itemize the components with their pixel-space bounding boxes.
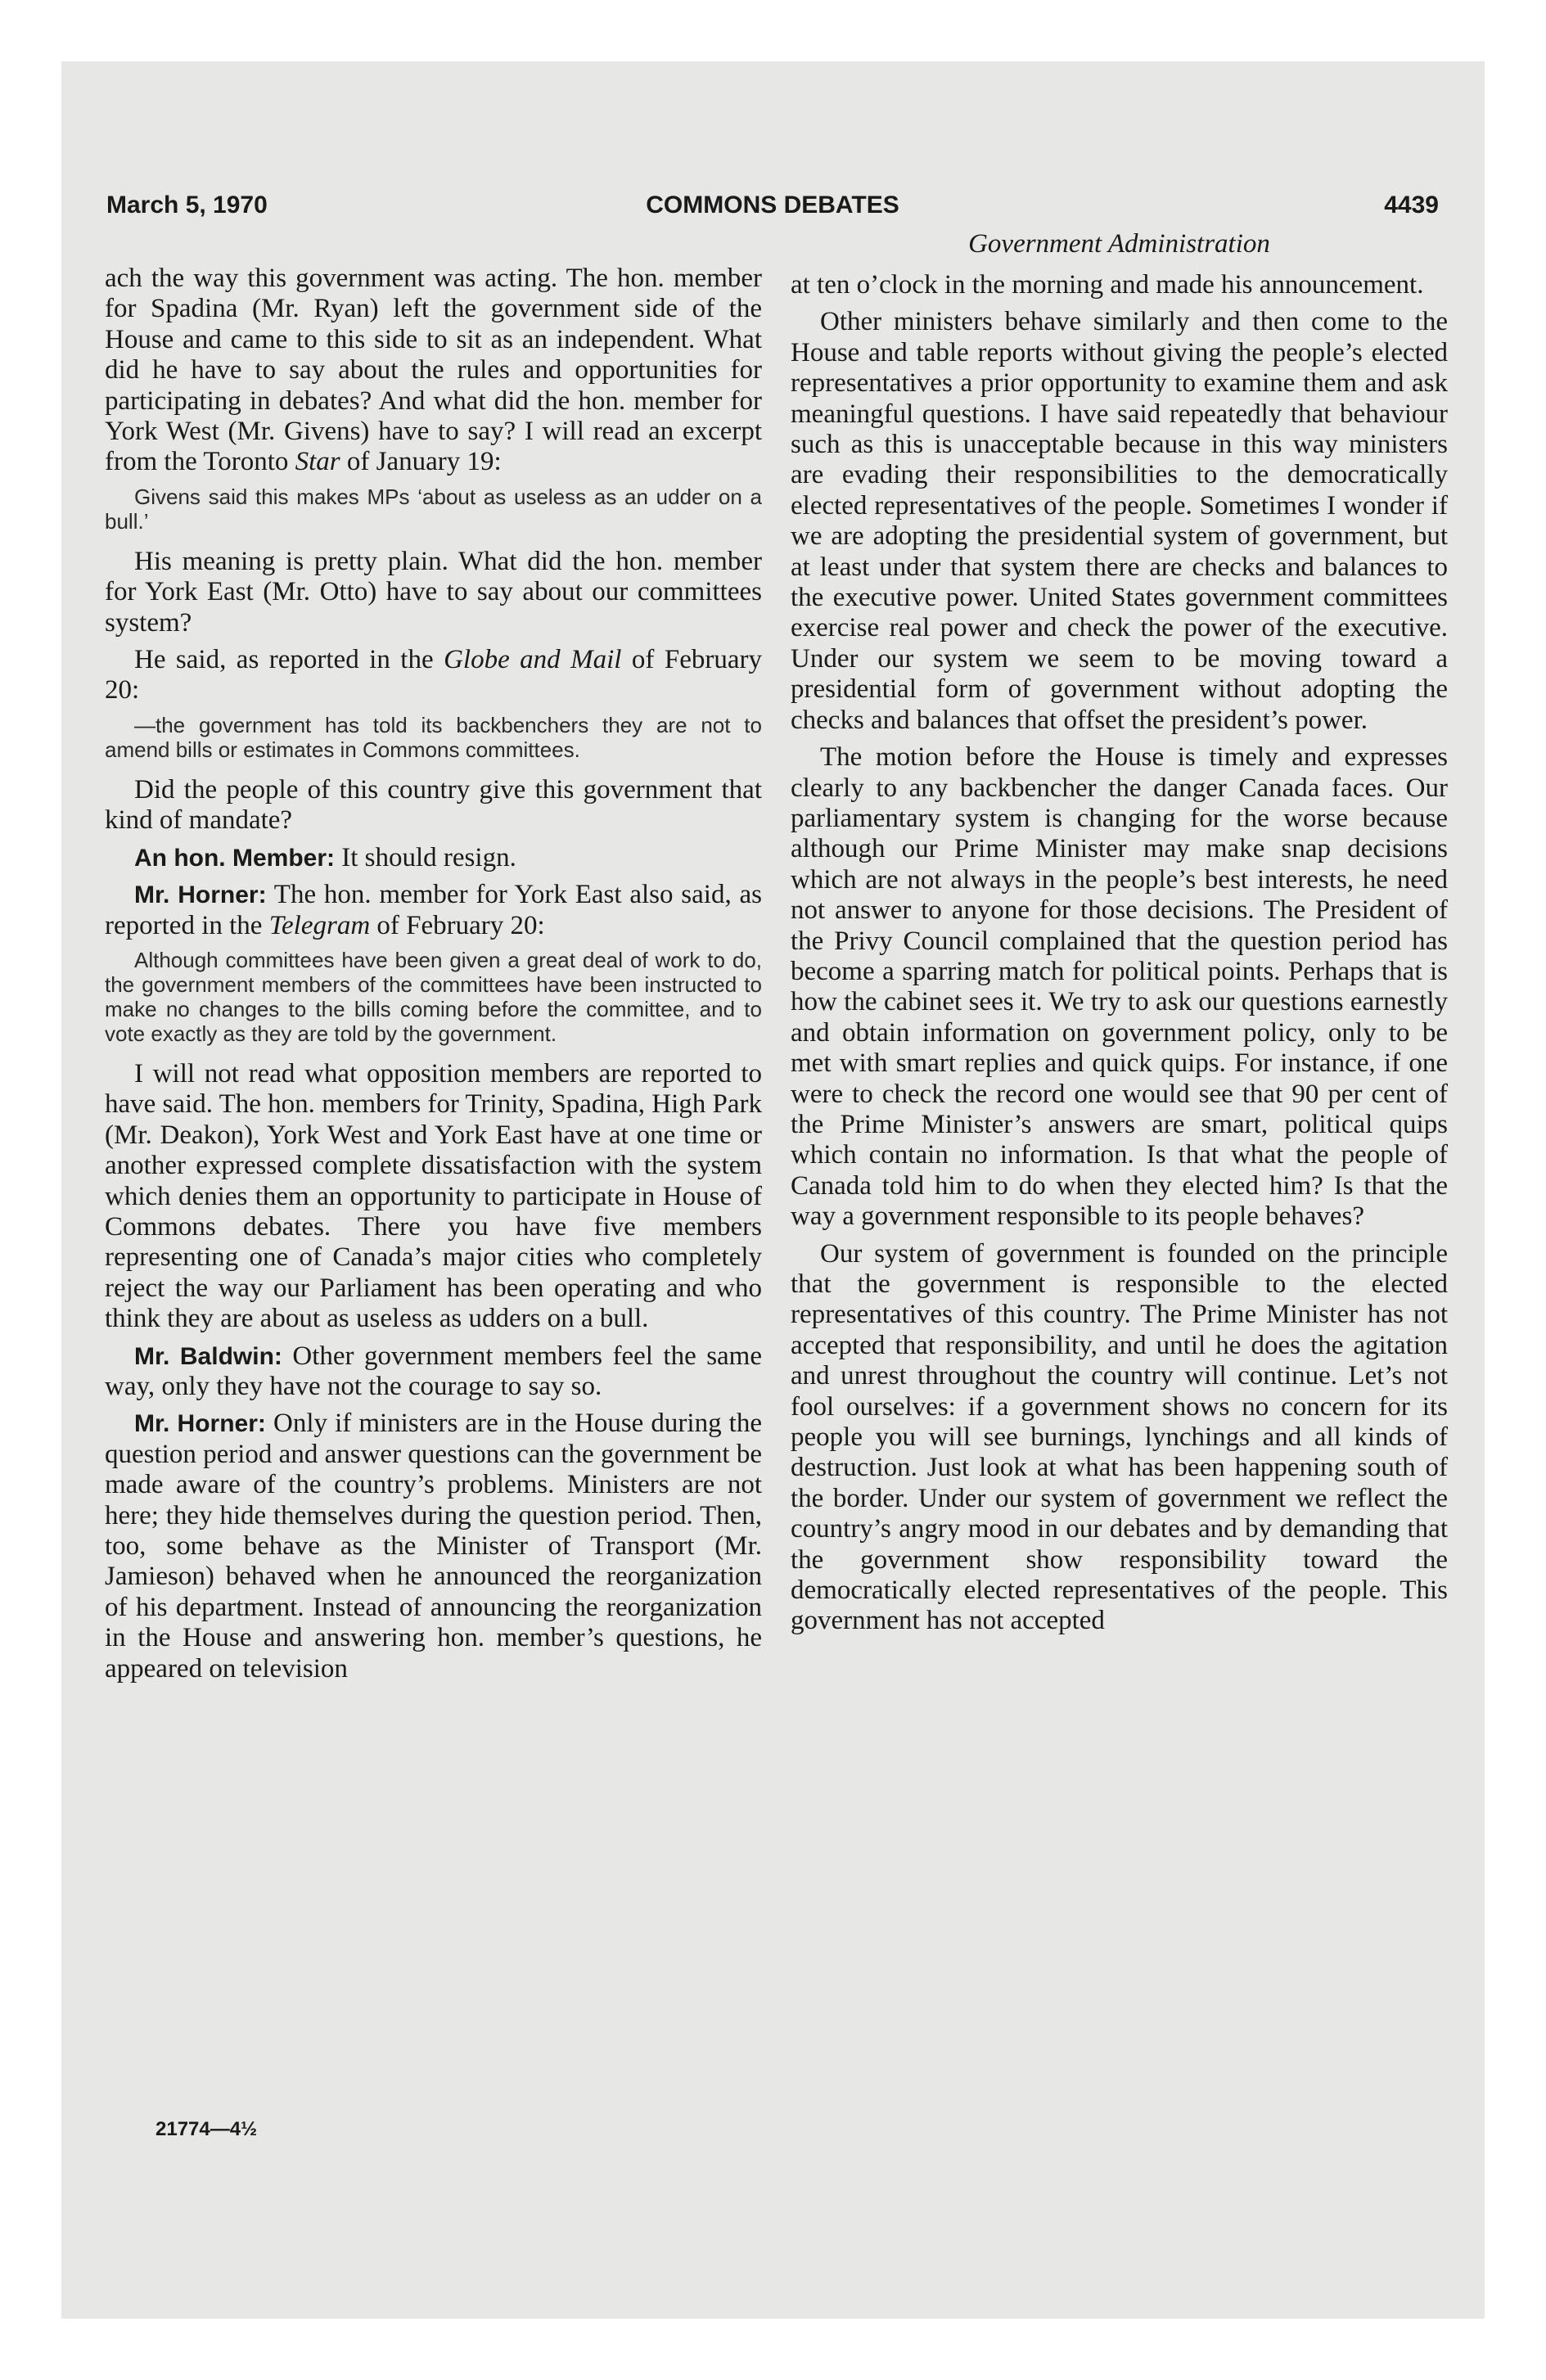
paragraph-text: He said, as reported in the: [134, 645, 434, 675]
speech-text: Only if ministers are in the House during the question period and answer questions can the government be made aware of the country’s problems. Ministers are not here; they hide themselves during the question period. Then, too, some behave as the Minister of Transport (Mr. Jamieson) behaved when he announced the reorganization of his department. Instead of announcing the reorganization in the House and answering hon. member’s questions, he appeared on television: [105, 1409, 762, 1684]
paragraph: at ten o’clock in the morning and made his announcement.: [791, 270, 1424, 300]
left-column: [105, 264, 762, 1691]
speech: [105, 843, 762, 873]
paragraph: Our system of government is founded on the principle that the government is responsible to the elected representatives of this country. The Prime Minister has not accepted that responsibility, and until he does the agitation and unrest throughout the country will continue. Let’s not fool ourselves: if a government shows no concern for its people you will see burnings, lynchings and all kinds of destruction. Just look at what has been happening south of the border. Under our system of government we reflect the country’s angry mood in our debates and by demanding that the government show responsibility toward the democratically elected representatives of the people. This government has not accepted: [791, 1238, 1448, 1636]
paragraph: [105, 645, 762, 706]
header-title: COMMONS DEBATES: [646, 192, 899, 219]
speaker-name: Mr. Baldwin:: [134, 1342, 282, 1370]
speech: [105, 1409, 762, 1684]
speaker-name: Mr. Horner:: [134, 881, 267, 909]
footer-code: 21774—4½: [156, 2118, 258, 2140]
paragraph: [105, 264, 762, 478]
speech-text: of February 20:: [376, 910, 545, 940]
header-page-number: 4439: [1384, 192, 1439, 219]
quotation: Givens said this makes MPs ‘about as useless as an udder on a bull.’: [105, 484, 762, 534]
paragraph-text: of February 20:: [105, 645, 762, 705]
paragraph: Other ministers behave similarly and then come to the House and table reports without giving the people’s elected representatives a prior opportunity to examine them and ask meaningful questions. I have said repeatedly that behaviour such as this is unacceptable because in this way ministers are evading their responsibilities to the democratically elected representatives of the people. Sometimes I wonder if we are adopting the presidential system of government, but at least under that system there are checks and balances to the executive power. United States government committees exercise real power and check the power of the executive. Under our system we seem to be moving toward a presidential form of government without adopting the checks and balances that offset the president’s power.: [791, 307, 1448, 735]
speech: [105, 1341, 762, 1403]
newspaper-name: Star: [295, 447, 340, 477]
section-heading: Government Administration: [968, 229, 1270, 259]
paragraph: The motion before the House is timely and expresses clearly to any backbencher the danger Canada faces. Our parliamentary system is changing for the worse because although our Prime Minister may make snap decisions which are not always in the people’s best interests, he need not answer to anyone for those decisions. The President of the Privy Council complained that the question period has become a sparring match for political points. Perhaps that is how the cabinet sees it. We try to ask our questions earnestly and obtain information on government policy, only to be met with smart replies and quick quips. For instance, if one were to check the record one would see that 90 per cent of the Prime Minister’s answers are smart, political quips which contain no information. Is that what the people of Canada told him to do when they elected him? Is that the way a government responsible to its people behaves?: [791, 742, 1448, 1232]
speaker-name: Mr. Horner:: [134, 1410, 266, 1438]
quotation: Although committees have been given a great deal of work to do, the government members of the committees have been instructed to make no changes to the bills coming before the committee, and to vote exactly as they are told by the government.: [105, 947, 762, 1046]
quotation: —the government has told its backbenchers they are not to amend bills or estimates in Commons committees.: [105, 712, 762, 762]
paragraph-text: of January 19:: [346, 447, 502, 477]
newspaper-name: Globe and Mail: [444, 645, 622, 675]
header-date: March 5, 1970: [106, 192, 268, 219]
right-column: [791, 270, 1448, 1643]
speech-text: Other government members feel the same way, only they have not the courage to say so.: [105, 1341, 762, 1401]
speaker-name: An hon. Member:: [134, 844, 335, 872]
speech: [105, 880, 762, 941]
page-header: [106, 192, 1439, 229]
paragraph: Did the people of this country give this government that kind of mandate?: [105, 774, 762, 836]
paragraph-text: ach the way this government was acting. The hon. member for Spadina (Mr. Ryan) left the government side of the House and came to this side to sit as an independent. What did he have to say about the rules and opportunities for participating in debates? And what did the hon. member for York West (Mr. Givens) have to say? I will read an excerpt from the Toronto: [105, 264, 762, 477]
speech-text: The hon. member for York East also said, as reported in the: [105, 880, 762, 940]
speech-text: It should resign.: [341, 842, 516, 872]
paragraph: I will not read what opposition members are reported to have said. The hon. members for Trinity, Spadina, High Park (Mr. Deakon), York West and York East have at one time or another expressed complete dissatisfaction with the system which denies them an opportunity to participate in House of Commons debates. There you have five members representing one of Canada’s major cities who completely reject the way our Parliament has been operating and who think they are about as useless as udders on a bull.: [105, 1058, 762, 1334]
newspaper-name: Telegram: [268, 910, 371, 940]
paragraph: His meaning is pretty plain. What did the hon. member for York East (Mr. Otto) have to say about our committees system?: [105, 546, 762, 638]
